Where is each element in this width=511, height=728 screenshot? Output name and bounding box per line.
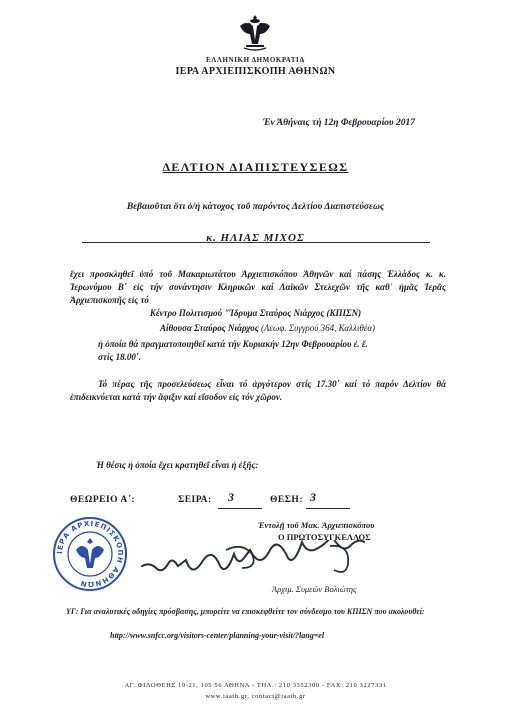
- invitation-paragraph: ἔχει προσκληθεῖ ὑπό τοῦ Μακαριωτάτου Ἀρχιεπισκόπου Ἀθηνῶν καί πάσης Ἑλλάδος κ. κ. Ἱερωνύμου Β΄ εἰς τήν συνάντησιν Κληρικῶν καί Λαϊκῶν Στελεχῶν τῆς καθ᾽ ἡμᾶς Ἱερᾶς Ἀρχιεπισκοπῆς εἰς τό: [70, 269, 446, 305]
- thesi-underline: [306, 508, 350, 509]
- handwritten-signature-icon: [140, 540, 410, 580]
- document-date: Έν Άθήναις τή 12η Φεβρουαρίου 2017: [263, 118, 415, 128]
- thesi-value: 3: [310, 490, 316, 504]
- order-line: Ἐντολῇ τοῦ Μακ. Ἀρχιεπισκόπου: [258, 520, 375, 530]
- hall-address: (Λεωφ. Συγγρού 364, Καλλιθέα): [261, 323, 376, 333]
- archdiocese-heading: ΙΕΡΑ ΑΡΧΙΕΠΙΣΚΟΠΗ ΑΘΗΝΩΝ: [175, 66, 336, 77]
- hall-line: [160, 323, 375, 333]
- snfcc-visit-link[interactable]: http://www.snfcc.org/visitors-center/planning-your-visit/?lang=el: [110, 631, 325, 640]
- footer-web: www.iaath.gr, contact@iaath.gr: [205, 693, 306, 700]
- confirmation-line: Βεβαιοῦται ὅτι ὁ/ἡ κάτοχος τοῦ παρόντος Δελτίου Διαπιστεύσεως: [126, 202, 385, 212]
- hall-name: Αίθουσα Σταύρος Νιάρχος: [160, 323, 259, 333]
- svg-text:ΙΕΡΑ ΑΡΧΙΕΠΙΣΚΟΠΗ ΑΘΗΝΩΝ: [56, 520, 124, 588]
- holder-name: κ. ΗΛΙΑΣ ΜΙΧΟΣ: [206, 232, 305, 244]
- seira-underline: [218, 508, 262, 509]
- footer-address: ΑΓ. ΦΙΛΟΘΕΗΣ 19-21, 105 56 ΑΘΗΝΑ - ΤΗΛ.: 210 3352300 - FAX: 210 3227331: [124, 682, 387, 689]
- arrival-paragraph: Τό πέρας τῆς προσελεύσεως εἶναι τό ἀργότερον στίς 17.30΄ καί τό παρόν Δελτίον θά ἐπιδεικνύεται κατά τήν ἄφιξιν καί εἴσοδον εἰς τόν χῶρον.: [70, 379, 446, 402]
- document-title: ΔΕΛΤΙΟΝ ΔΙΑΠΙΣΤΕΥΣΕΩΣ: [162, 160, 349, 174]
- thesi-label: ΘΕΣΗ:: [270, 495, 303, 505]
- theoreio-label: ΘΕΩΡΕΙΟ Α΄:: [70, 495, 136, 505]
- seat-intro: Ἡ θέσις ἡ ὁποία ἔχει κρατηθεῖ εἶναι ἡ ἑξῆς:: [96, 460, 259, 470]
- seira-label: ΣΕΙΡΑ:: [178, 495, 212, 505]
- byzantine-eagle-crest-icon: [236, 12, 274, 52]
- signer-name: Ἀρχιμ. Συμεών Βολιώτης: [272, 584, 357, 594]
- stamp-lettering: ΙΕΡΑ ΑΡΧΙΕΠΙΣΚΟΠΗ ΑΘΗΝΩΝ: [55, 519, 125, 589]
- seira-value: 3: [228, 490, 234, 504]
- event-time-line: στίς 18.00΄.: [98, 352, 142, 362]
- venue-line: Κέντρο Πολιτισμού "Ίδρυμα Σταύρος Νιάρχος (ΚΠΙΣΝ): [149, 308, 362, 318]
- archdiocese-stamp-icon: [52, 516, 128, 592]
- government-heading: ΕΛΛΗΝΙΚΗ ΔΗΜΟΚΡΑΤΙΑ: [206, 56, 305, 64]
- office-title: Ο ΠΡΩΤΟΣΥΓΚΕΛΛΟΣ: [278, 532, 371, 542]
- access-note: ΥΓ: Για αναλυτικές οδηγίες πρόσβασης, μπορείτε να επισκεφθείτε τον σύνδεσμο του ΚΠΙΣΝ που ακολουθεί:: [66, 607, 425, 616]
- event-datetime-line: ἡ ὁποία θά πραγματοποιηθεῖ κατά τήν Κυριακήν 12ην Φεβρουαρίου ἐ. ἔ.: [98, 339, 368, 349]
